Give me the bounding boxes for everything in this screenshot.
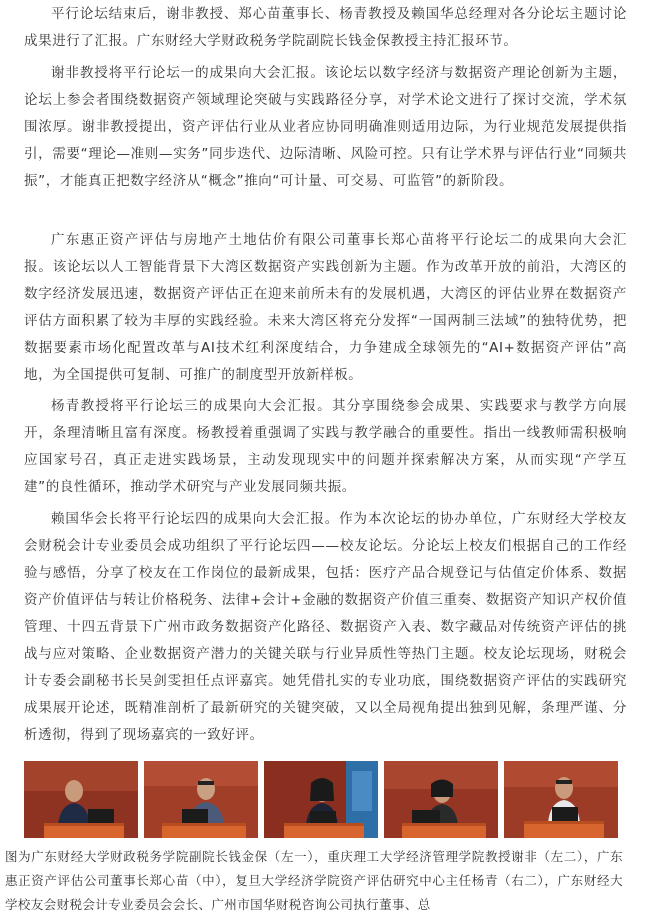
paragraph-forum-two: 广东惠正资产评估与房地产土地估价有限公司董事长郑心苗将平行论坛二的成果向大会汇报。该论坛以人工智能背景下大湾区数据资产实践创新为主题。作为改革开放的前沿，大湾区的数字经济发展迅速，数据资产评估正在迎来前所未有的发展机遇，大湾区的评估业界在数据资产评估方面积累了较为丰厚的实践经验。未来大湾区将充分发挥“一国两制三法域”的独特优势，把数据要素市场化配置改革与AI技术红利深度结合，力争建成全球领先的“AI+数据资产评估”高地，为全国提供可复制、可推广的制度型开放新样板。 [24, 232, 627, 383]
speaker-photo [24, 761, 138, 838]
paragraph-forum-four: 赖国华会长将平行论坛四的成果向大会汇报。作为本次论坛的协办单位，广东财经大学校友会财税会计专业委员会成功组织了平行论坛四——校友论坛。分论坛上校友们根据自己的工作经验与感悟，分享了校友在工作岗位的最新成果，包括：医疗产品合规登记与估值定价体系、数据资产价值评估与转让价格税务、法律+会计+金融的数据资产价值三重奏、数据资产知识产权价值管理、十四五背景下广州市政务数据资产化路径、数据资产入表、数字藏品对传统资产评估的挑战与应对策略、企业数据资产潜力的关键关联与行业异质性等热门主题。校友论坛现场，财税会计专委会副秘书长吴剑雯担任点评嘉宾。她凭借扎实的专业功底，围绕数据资产评估的实践研究成果展开论述，既精准剖析了最新研究的关键突破，又以全局视角提出独到见解，条理严谨、分析透彻，得到了现场嘉宾的一致好评。 [24, 511, 627, 743]
speaker-photo-strip [24, 761, 621, 838]
speaker-photo [384, 761, 498, 838]
speaker-photo [504, 761, 618, 838]
paragraph-forum-one: 谢非教授将平行论坛一的成果向大会汇报。该论坛以数字经济与数据资产理论创新为主题，论坛上参会者围绕数据资产领域理论突破与实践路径分享，对学术论文进行了探讨交流，学术氛围浓厚。谢非教授提出，资产评估行业从业者应协同明确准则适用边际，为行业规范发展提供指引，需要“理论—准则—实务”同步迭代、边际清晰、风险可控。只有让学术界与评估行业“同频共振”，才能真正把数字经济从“概念”推向“可计量、可交易、可监管”的新阶段。 [24, 65, 627, 189]
paragraph-report-intro: 平行论坛结束后，谢非教授、郑心苗董事长、杨青教授及赖国华总经理对各分论坛主题讨论成果进行了汇报。广东财经大学财政税务学院副院长钱金保教授主持汇报环节。 [24, 6, 627, 49]
speaker-photo [264, 761, 378, 838]
photo-caption: 图为广东财经大学财政税务学院副院长钱金保（左一），重庆理工大学经济管理学院教授谢非（左二），广东惠正资产评估公司董事长郑心苗（中），复旦大学经济学院资产评估研究中心主任杨青（右二），广东财经大学校友会财税会计专业委员会会长、广州市国华财税咨询公司执行董事、总 [5, 849, 623, 912]
speaker-photo [144, 761, 258, 838]
paragraph-forum-three: 杨青教授将平行论坛三的成果向大会汇报。其分享围绕参会成果、实践要求与教学方向展开，条理清晰且富有深度。杨教授着重强调了实践与教学融合的重要性。指出一线教师需积极响应国家号召，真正走进实践场景，主动发现现实中的问题并探索解决方案，从而实现“产学互建”的良性循环，推动学术研究与产业发展同频共振。 [24, 398, 627, 495]
